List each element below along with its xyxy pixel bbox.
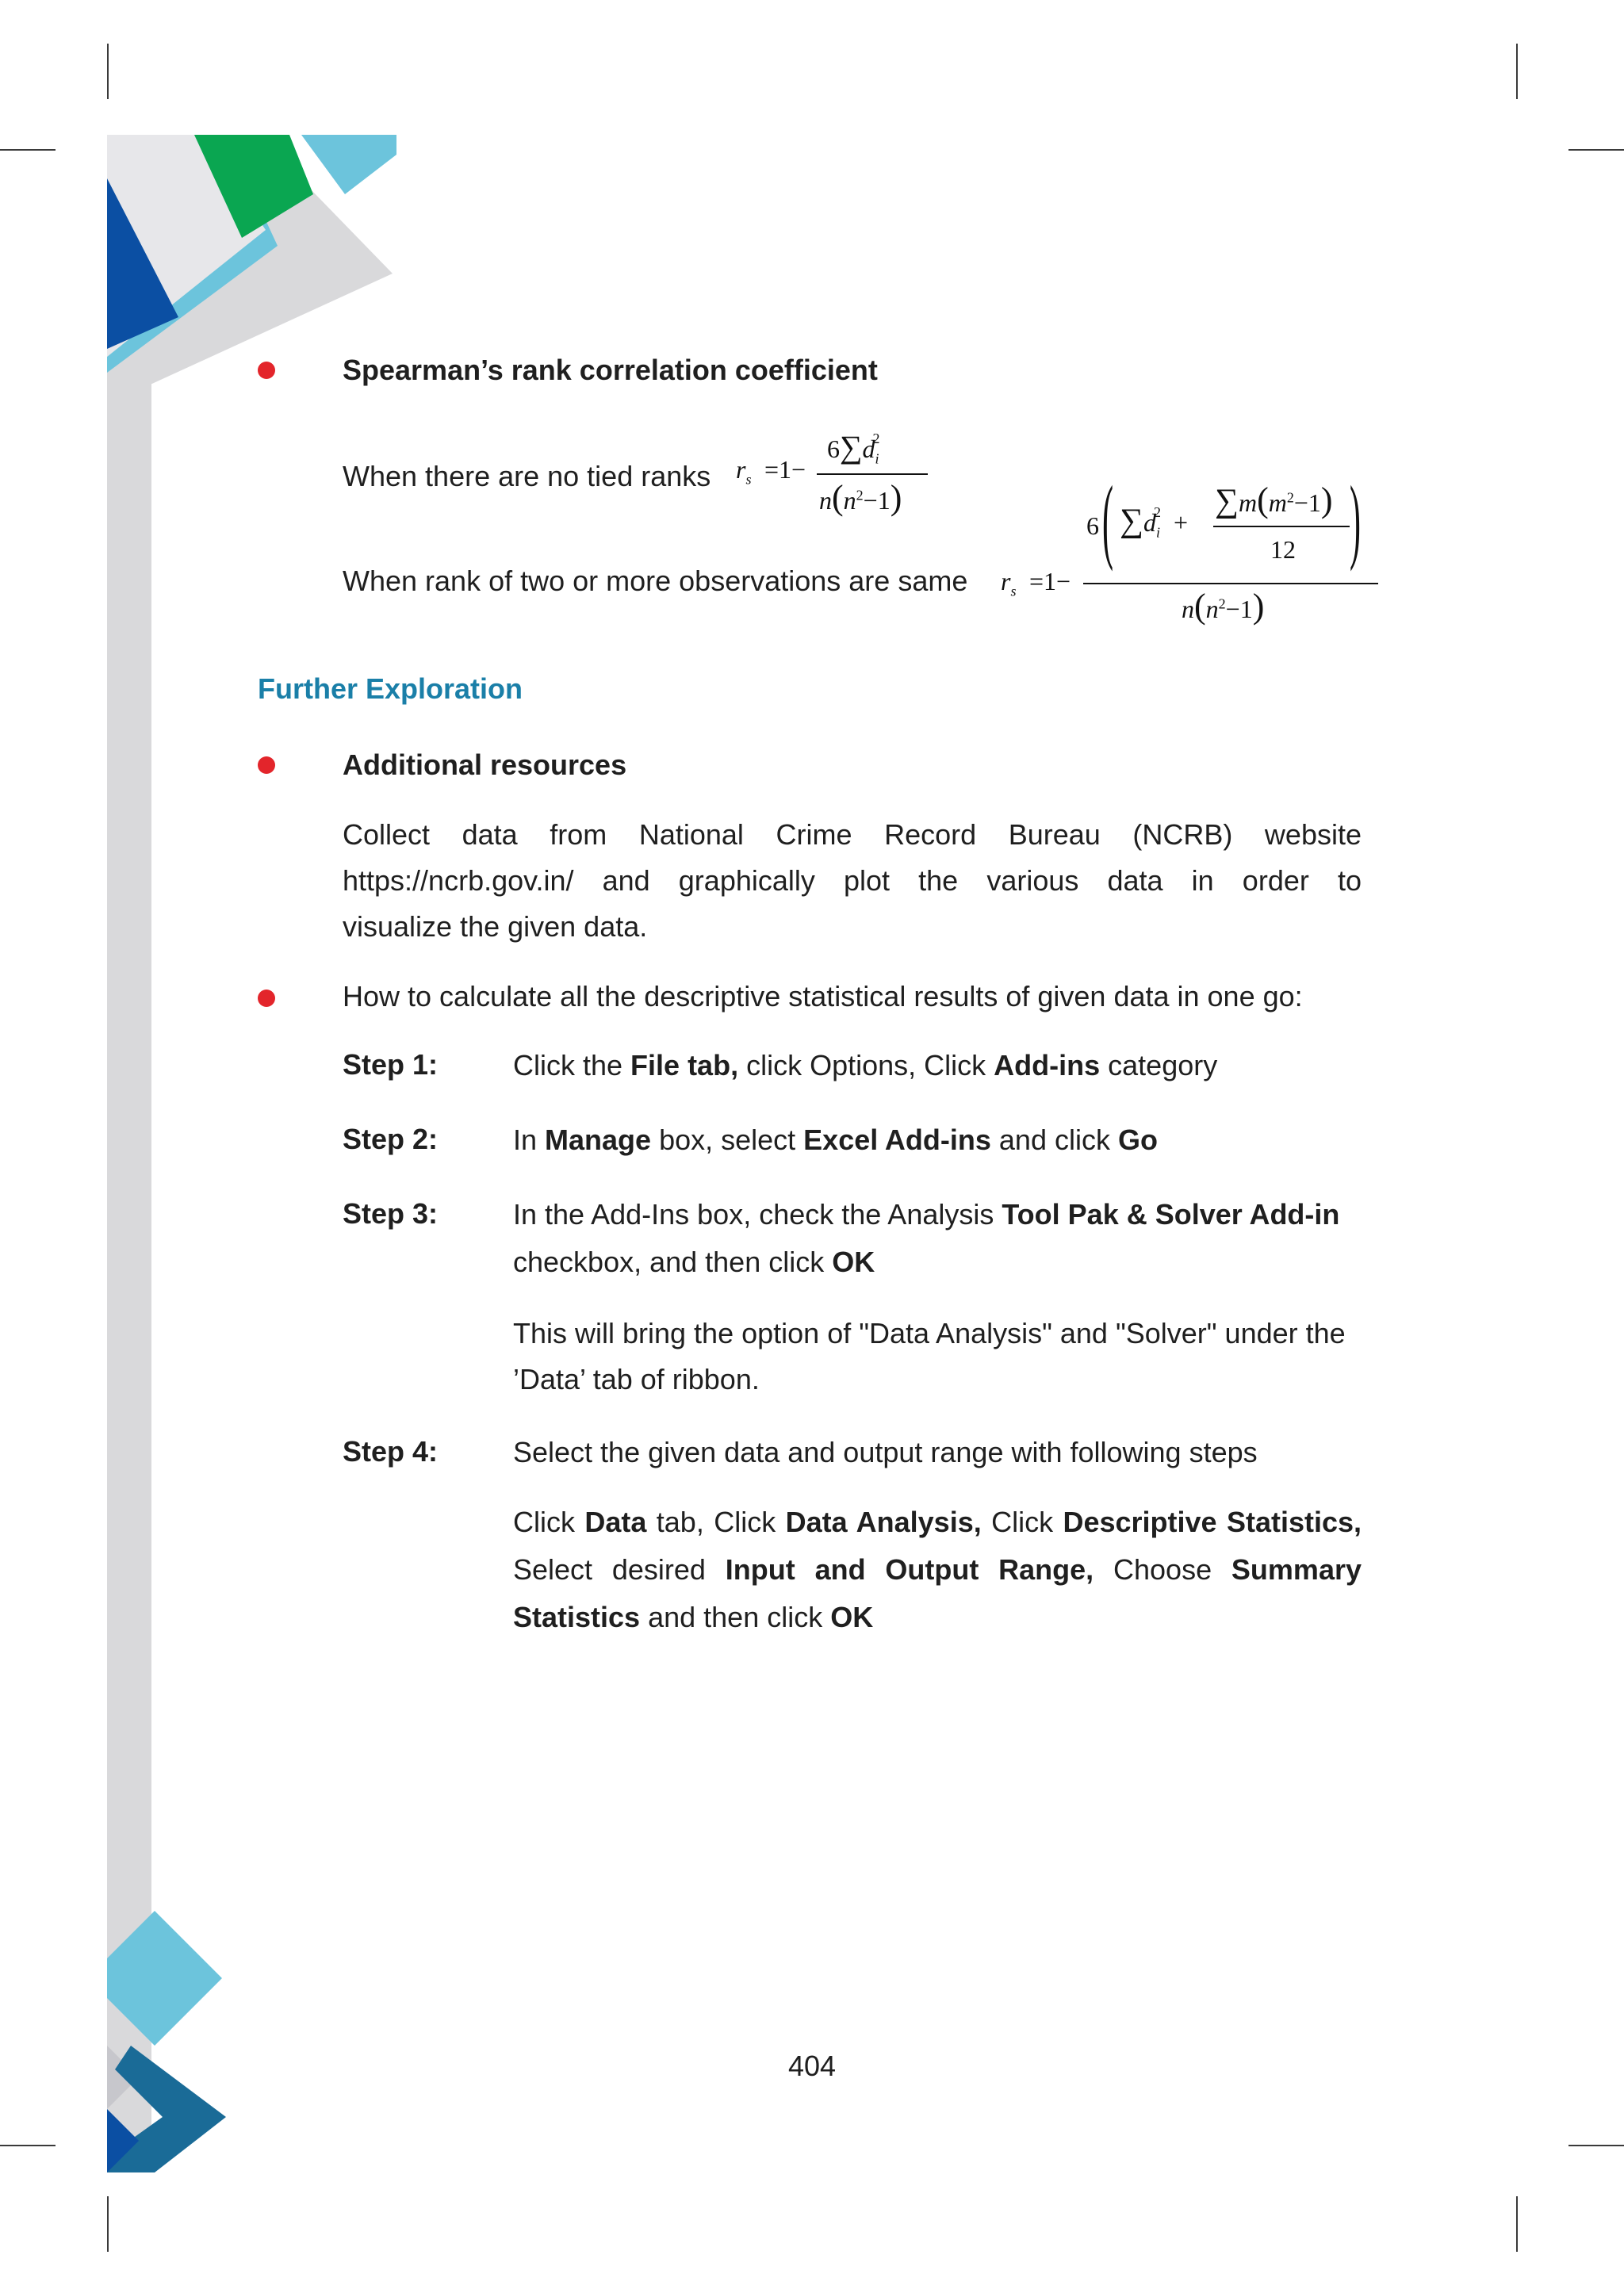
resources-line-2: https://ncrb.gov.in/ and graphically plot the various data in order to bbox=[343, 864, 1362, 897]
step-4-line-1: Select the given data and output range with following steps bbox=[513, 1436, 1258, 1468]
step-4-line-4: Statistics and then click OK bbox=[513, 1601, 874, 1633]
crop-mark bbox=[1568, 2145, 1624, 2146]
bullet-icon bbox=[258, 990, 275, 1007]
crop-mark bbox=[1568, 149, 1624, 151]
formula-lhs: r bbox=[736, 455, 746, 484]
resources-line-1: Collect data from National Crime Record Bureau (NCRB) website bbox=[343, 818, 1362, 851]
additional-resources-title: Additional resources bbox=[343, 748, 627, 781]
step-3-note-line-2: ’Data’ tab of ribbon. bbox=[513, 1363, 760, 1395]
equals-one-minus: =1− bbox=[764, 455, 806, 484]
crop-mark bbox=[0, 149, 56, 151]
step-3-line-1: In the Add-Ins box, check the Analysis Tool Pak & Solver Add-in bbox=[513, 1198, 1340, 1231]
resources-line-3: visualize the given data. bbox=[343, 910, 648, 943]
page-number: 404 bbox=[787, 2050, 837, 2082]
section-title-spearman: Spearman’s rank correlation coefficient bbox=[343, 354, 878, 386]
step-3-note-line-1: This will bring the option of "Data Analysis" and "Solver" under the bbox=[513, 1317, 1346, 1349]
step-4-label: Step 4: bbox=[343, 1435, 439, 1468]
big-paren-left: ( bbox=[1102, 466, 1113, 572]
bullet-icon bbox=[258, 362, 275, 379]
crop-mark bbox=[1516, 44, 1518, 99]
formula-with-ties: $r_s$ =1− 6 ( $\sum d_i^2$ + $\sum m(m^2-1)$ 12 ) $n(n^2-1)$ bbox=[1001, 480, 1381, 638]
no-ties-label: When there are no tied ranks bbox=[343, 460, 711, 492]
inner-fraction-line bbox=[1213, 526, 1350, 527]
ties-label: When rank of two or more observations are same bbox=[343, 565, 968, 597]
step-4-line-3: Select desired Input and Output Range, Choose Summary bbox=[513, 1553, 1362, 1586]
crop-mark bbox=[0, 2145, 56, 2146]
step-4-line-2: Click Data tab, Click Data Analysis, Click Descriptive Statistics, bbox=[513, 1506, 1362, 1538]
step-2-text: In Manage box, select Excel Add-ins and click Go bbox=[513, 1124, 1158, 1156]
step-1-label: Step 1: bbox=[343, 1048, 439, 1081]
step-3-line-2: checkbox, and then click OK bbox=[513, 1246, 875, 1278]
howto-intro: How to calculate all the descriptive statistical results of given data in one go: bbox=[343, 980, 1303, 1013]
step-2-label: Step 2: bbox=[343, 1123, 439, 1155]
crop-mark bbox=[107, 2196, 109, 2252]
step-1-text: Click the File tab, click Options, Click Add-ins category bbox=[513, 1049, 1218, 1081]
fraction-line bbox=[817, 473, 928, 475]
crop-mark bbox=[107, 44, 109, 99]
bottom-corner-decoration bbox=[107, 1911, 234, 2172]
outer-fraction-line bbox=[1083, 583, 1378, 584]
further-exploration-heading: Further Exploration bbox=[258, 672, 523, 705]
side-decoration-bar bbox=[107, 135, 151, 2169]
crop-mark bbox=[1516, 2196, 1518, 2252]
step-3-label: Step 3: bbox=[343, 1197, 439, 1230]
bullet-icon bbox=[258, 756, 275, 774]
big-paren-right: ) bbox=[1350, 466, 1361, 572]
formula-no-ties: $r_s$ =1− $6\sum d_i^2$ $n(n^2-1)$ bbox=[736, 428, 934, 523]
